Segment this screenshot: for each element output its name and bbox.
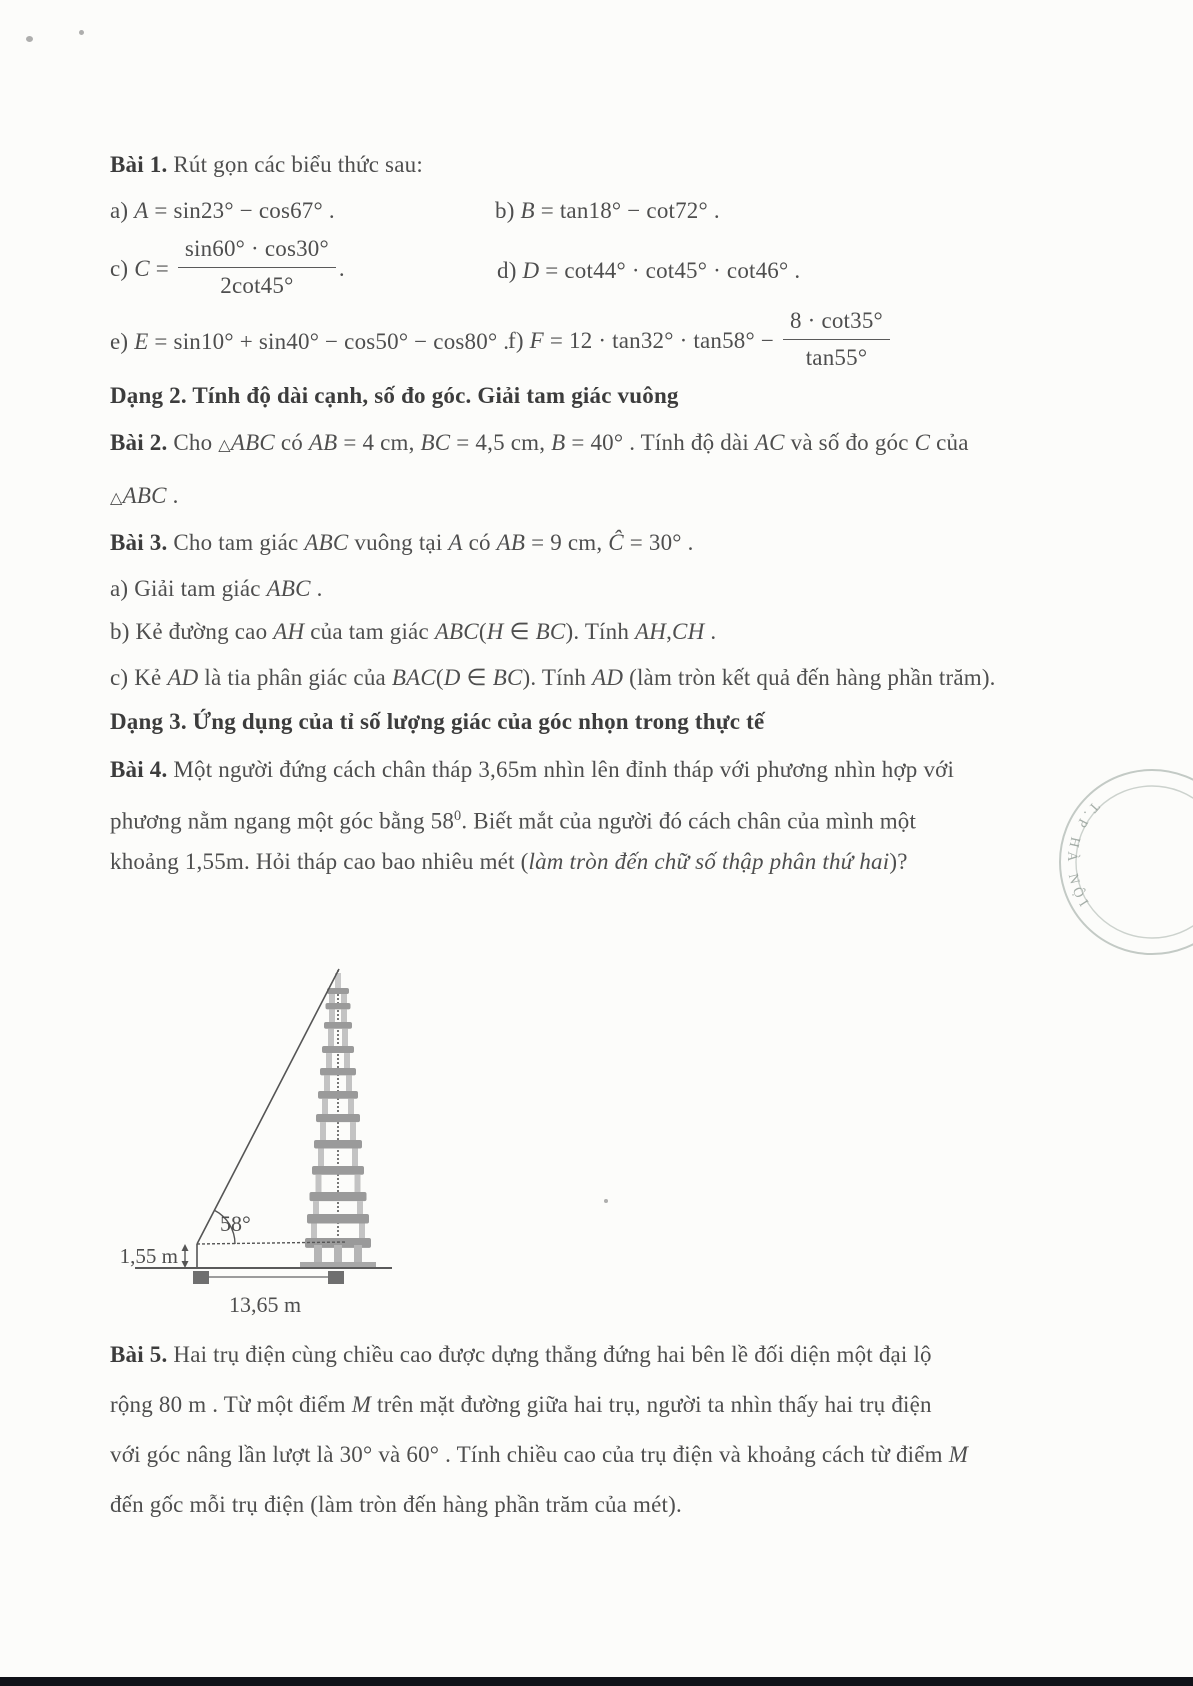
arrow-head-up xyxy=(182,1244,189,1251)
stamp-arc-text: T.P HÀ NỘI xyxy=(1063,798,1102,914)
arrow-head-down xyxy=(182,1261,189,1268)
problem-5-line-2: rộng 80 m . Từ một điểm M trên mặt đường giữa hai trụ, người ta nhìn thấy hai trụ điện xyxy=(110,1392,932,1417)
expression-d: d) D = cot44° · cot45° · cot46° . xyxy=(497,258,801,283)
problem-4-line-2: phương nằm ngang một góc bằng $58^0$. Biết mắt của người đó cách chân của mình một xyxy=(110,808,917,834)
stamp-outer-ring xyxy=(1060,770,1193,954)
problem-3-part-c: c) Kẻ AD là tia phân giác của BAC(D ∈ BC). Tính AD (làm tròn kết quả đến hàng phần trăm). xyxy=(110,665,996,690)
problem-4-line-1: Bài 4. Một người đứng cách chân tháp 3,65m nhìn lên đỉnh tháp với phương nhìn hợp với xyxy=(110,757,955,782)
scan-speckle xyxy=(79,30,84,35)
scan-speckle xyxy=(26,36,33,42)
problem-3-part-a: a) Giải tam giác ABC . xyxy=(110,576,323,601)
problem-5-line-1: Bài 5. Hai trụ điện cùng chiều cao được dựng thẳng đứng hai bên lề đối diện một đại lộ xyxy=(110,1342,932,1367)
expression-f: f) F = 12 · tan32° · tan58° − $\frac{8 \cdot \cot 35^\circ}{\tan 55^\circ}$ xyxy=(508,306,893,379)
problem-3-part-b: b) Kẻ đường cao AH của tam giác ABC(H ∈ BC). Tính AH,CH . xyxy=(110,619,717,644)
problem-3-heading: Bài 3. Cho tam giác ABC vuông tại A có AB = 9 cm, Ĉ = 30° . xyxy=(110,530,694,555)
section-2-heading: Dạng 2. Tính độ dài cạnh, số đo góc. Giải tam giác vuông xyxy=(110,383,679,408)
expression-c: c) C = $\frac{\sin 60^\circ \cdot \cos 30^\circ}{2\cot 45^\circ}$ . xyxy=(110,234,345,307)
problem-1-heading: Bài 1. Rút gọn các biểu thức sau: xyxy=(110,152,423,177)
problem-5-line-3: với góc nâng lần lượt là 30° và 60° . Tính chiều cao của trụ điện và khoảng cách từ điểm M xyxy=(110,1442,969,1467)
scan-edge-bar xyxy=(0,1677,1193,1686)
fraction-c: $\frac{\sin 60^\circ \cdot \cos 30^\circ}{2\cot 45^\circ}$ xyxy=(178,234,336,301)
problem-2-line-2: △ABC . xyxy=(110,483,179,508)
expression-a: a) A = sin23° − cos67° . xyxy=(110,198,335,223)
eye-height-label: 1,55 m xyxy=(119,1244,178,1268)
expression-e: e) E = sin10° + sin40° − cos50° − cos80° . xyxy=(110,329,510,354)
base-marker-left xyxy=(193,1271,209,1284)
expression-b: b) B = tan18° − cot72° . xyxy=(495,198,720,223)
angle-label: 58° xyxy=(220,1211,251,1236)
problem-2-line-1: Bài 2. Cho △ABC có AB = 4 cm, BC = 4,5 cm, B = 40° . Tính độ dài AC và số đo góc C của xyxy=(110,430,969,455)
fraction-f: $\frac{8 \cdot \cot 35^\circ}{\tan 55^\circ}$ xyxy=(783,306,890,373)
base-marker-right xyxy=(328,1271,344,1284)
problem-5-line-4: đến gốc mỗi trụ điện (làm tròn đến hàng phần trăm của mét). xyxy=(110,1492,682,1517)
tower-diagram xyxy=(100,900,780,1330)
official-stamp xyxy=(1028,762,1193,967)
section-3-heading: Dạng 3. Ứng dụng của tỉ số lượng giác của góc nhọn trong thực tế xyxy=(110,709,765,734)
problem-4-line-3: khoảng 1,55m. Hỏi tháp cao bao nhiêu mét (làm tròn đến chữ số thập phân thứ hai)? xyxy=(110,849,908,874)
base-width-label: 13,65 m xyxy=(228,1292,302,1317)
